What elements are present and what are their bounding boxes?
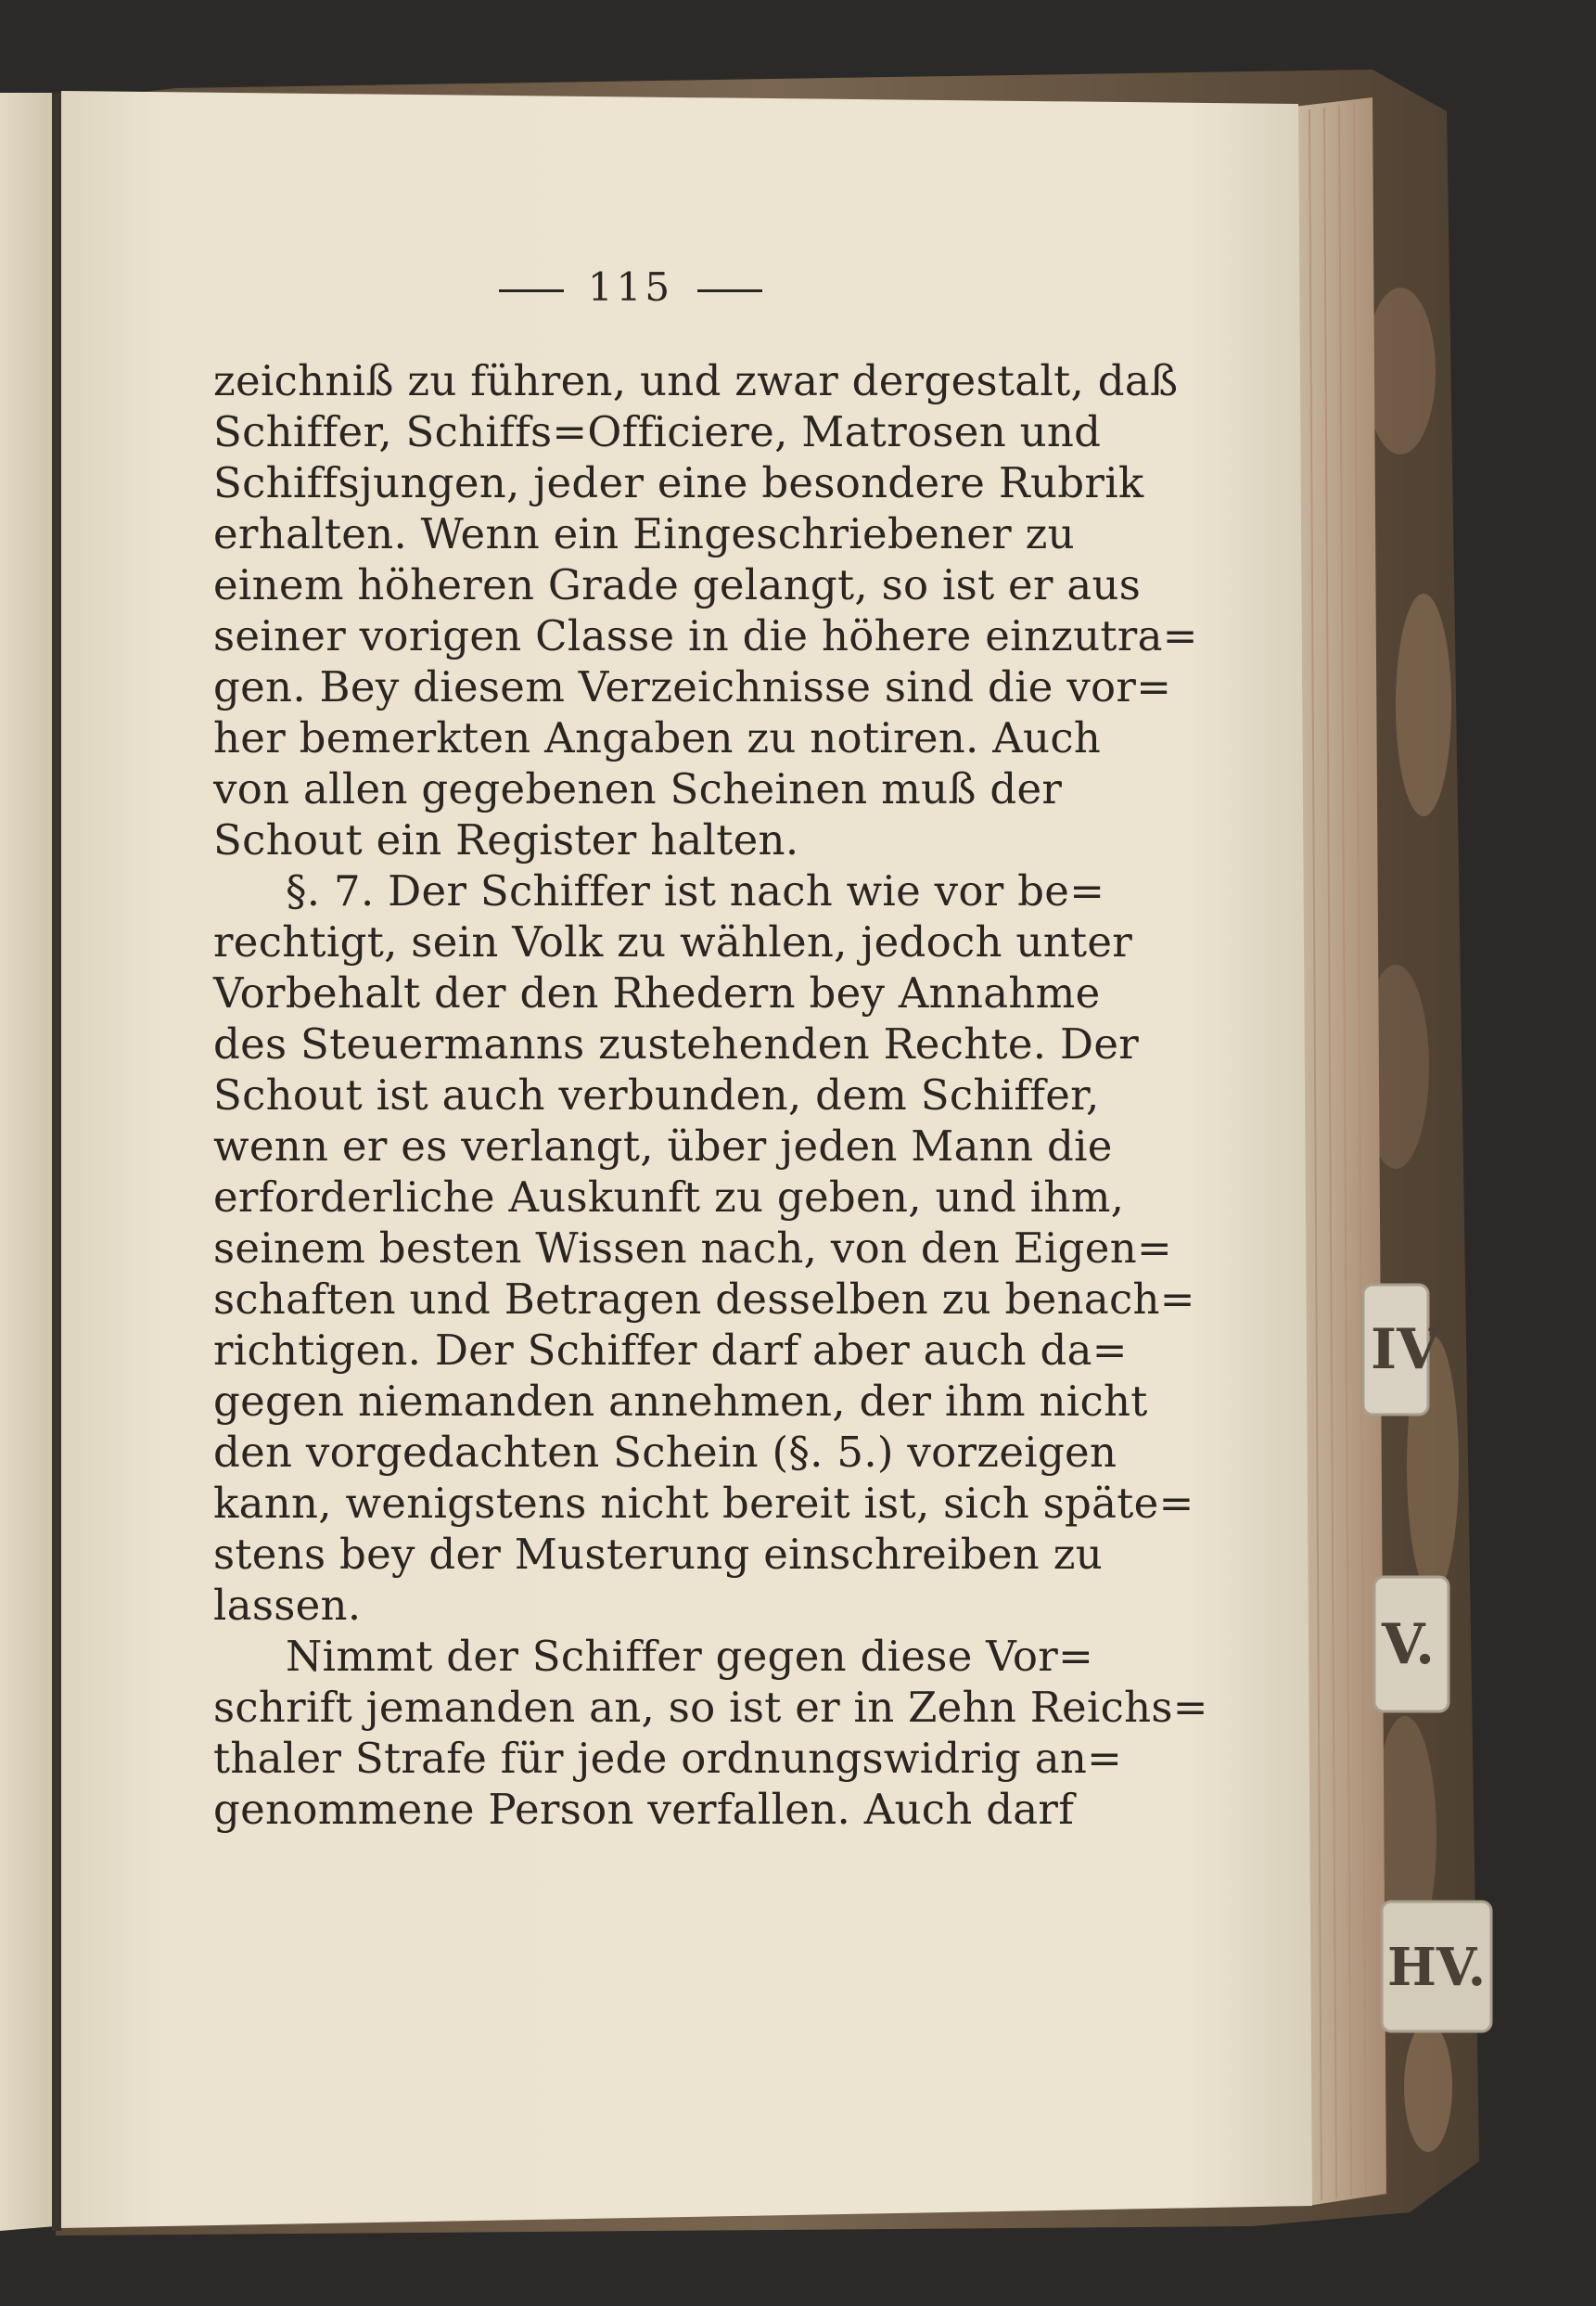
text-line: von allen gegebenen Scheinen muß der [213,764,1063,814]
page-number: 115 [587,264,674,310]
text-line: gen. Bey diesem Verzeichnisse sind die vor= [213,662,1172,711]
text-line: Schout ist auch verbunden, dem Schiffer, [213,1070,1100,1120]
page-number-dash-left [499,289,564,292]
text-line: zeichniß zu führen, und zwar dergestalt, daß [213,356,1179,405]
text-line: erforderliche Auskunft zu geben, und ihm, [213,1172,1125,1222]
text-line: thaler Strafe für jede ordnungswidrig an= [213,1734,1123,1783]
text-line: Schiffer, Schiffs=Officiere, Matrosen und [213,407,1102,456]
tab-label-v[interactable]: V. [1382,1612,1435,1677]
text-line: seiner vorigen Classe in die höhere einzutra= [213,611,1198,660]
text-line: Vorbehalt der den Rhedern bey Annahme [213,968,1101,1018]
text-line: gegen niemanden annehmen, der ihm nicht [213,1377,1148,1426]
gutter-shadow [52,93,61,2231]
page-text-block [213,264,1208,1835]
text-line: stens bey der Musterung einschreiben zu [213,1530,1103,1579]
tab-label-iv[interactable]: IV [1371,1317,1440,1382]
text-line: schaften und Betragen desselben zu benach= [213,1275,1195,1324]
text-line: den vorgedachten Schein (§. 5.) vorzeigen [213,1428,1117,1477]
text-line: Schout ein Register halten. [213,815,799,865]
text-line: §. 7. Der Schiffer ist nach wie vor be= [286,866,1105,916]
text-line: rechtigt, sein Volk zu wählen, jedoch unter [213,917,1133,967]
text-line: Nimmt der Schiffer gegen diese Vor= [286,1632,1094,1681]
text-line: lassen. [213,1581,362,1630]
text-line: einem höheren Grade gelangt, so ist er aus [213,560,1142,609]
text-line: erhalten. Wenn ein Eingeschriebener zu [213,509,1075,558]
text-line: genommene Person verfallen. Auch darf [213,1785,1075,1834]
text-line: des Steuermanns zustehenden Rechte. Der [213,1019,1140,1069]
text-line: seinem besten Wissen nach, von den Eigen= [213,1223,1172,1273]
text-line: schrift jemanden an, so ist er in Zehn Reichs= [213,1683,1208,1732]
tab-label-hv[interactable]: HV. [1387,1937,1487,1998]
text-line: wenn er es verlangt, über jeden Mann die [213,1121,1113,1171]
text-line: her bemerkten Angaben zu notiren. Auch [213,713,1102,762]
text-line: Schiffsjungen, jeder eine besondere Rubrik [213,458,1144,507]
page-number-line [213,264,1048,329]
text-line: kann, wenigstens nicht bereit ist, sich späte= [213,1479,1194,1528]
page-number-dash-right [697,289,762,292]
left-page [0,93,56,2231]
text-line: richtigen. Der Schiffer darf aber auch da= [213,1326,1128,1375]
